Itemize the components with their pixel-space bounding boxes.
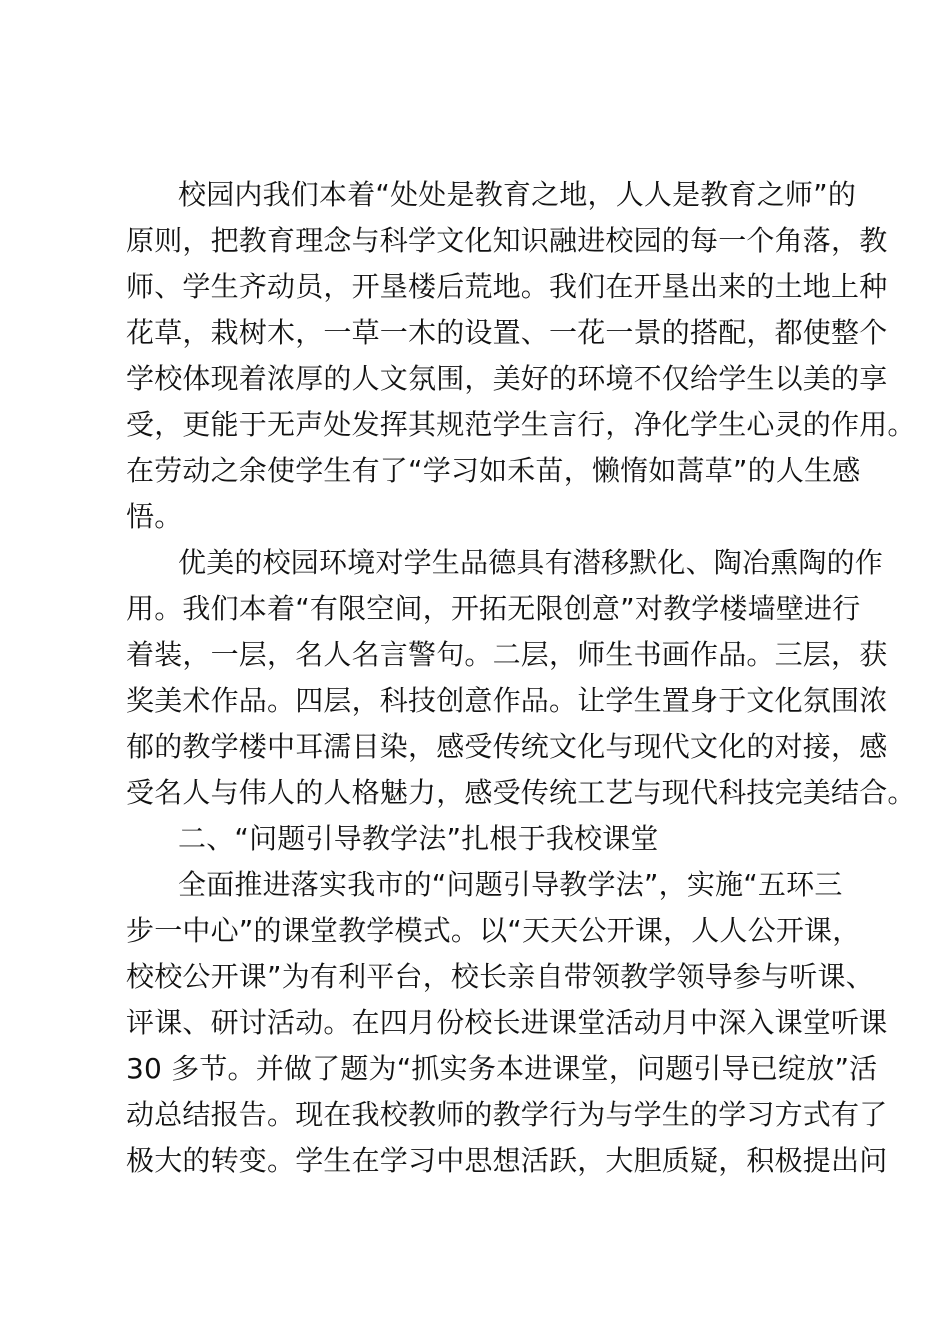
paragraph-3-line-2: 步一中心”的课堂教学模式。以“天天公开课，人人公开课， (126, 914, 861, 947)
paragraph-1-line-6: 受，更能于无声处发挥其规范学生言行，净化学生心灵的作用。 (126, 408, 916, 441)
paragraph-2-line-2: 用。我们本着“有限空间，开拓无限创意”对教学楼墙壁进行 (126, 592, 861, 625)
paragraph-2-line-5: 郁的教学楼中耳濡目染，感受传统文化与现代文化的对接，感 (126, 730, 888, 763)
paragraph-2-line-1: 优美的校园环境对学生品德具有潜移默化、陶冶熏陶的作 (178, 546, 884, 579)
paragraph-1-line-5: 学校体现着浓厚的人文氛围，美好的环境不仅给学生以美的享 (126, 362, 888, 395)
paragraph-3-line-5: 30 多节。并做了题为“抓实务本进课堂，问题引导已绽放”活 (126, 1052, 878, 1085)
paragraph-2-line-4: 奖美术作品。四层，科技创意作品。让学生置身于文化氛围浓 (126, 684, 888, 717)
paragraph-1-line-7: 在劳动之余使学生有了“学习如禾苗，懒惰如蒿草”的人生感 (126, 454, 861, 487)
paragraph-1-line-8: 悟。 (126, 500, 183, 533)
document-body (126, 172, 916, 1184)
section-heading: 二、“问题引导教学法”扎根于我校课堂 (178, 822, 659, 855)
paragraph-1-line-2: 原则，把教育理念与科学文化知识融进校园的每一个角落，教 (126, 224, 888, 257)
paragraph-2-line-6: 受名人与伟人的人格魅力，感受传统工艺与现代科技完美结合。 (126, 776, 916, 809)
paragraph-3-line-4: 评课、研讨活动。在四月份校长进课堂活动月中深入课堂听课 (126, 1006, 888, 1039)
paragraph-3-line-7: 极大的转变。学生在学习中思想活跃，大胆质疑，积极提出问 (126, 1144, 888, 1177)
paragraph-1-line-3: 师、学生齐动员，开垦楼后荒地。我们在开垦出来的土地上种 (126, 270, 888, 303)
paragraph-1-line-1: 校园内我们本着“处处是教育之地，人人是教育之师”的 (178, 178, 857, 211)
paragraph-1-line-4: 花草，栽树木，一草一木的设置、一花一景的搭配，都使整个 (126, 316, 888, 349)
paragraph-2-line-3: 着装，一层，名人名言警句。二层，师生书画作品。三层，获 (126, 638, 888, 671)
paragraph-3-line-6: 动总结报告。现在我校教师的教学行为与学生的学习方式有了 (126, 1098, 888, 1131)
paragraph-3-line-1: 全面推进落实我市的“问题引导教学法”，实施“五环三 (178, 868, 843, 901)
paragraph-3-line-3: 校校公开课”为有利平台，校长亲自带领教学领导参与听课、 (126, 960, 874, 993)
